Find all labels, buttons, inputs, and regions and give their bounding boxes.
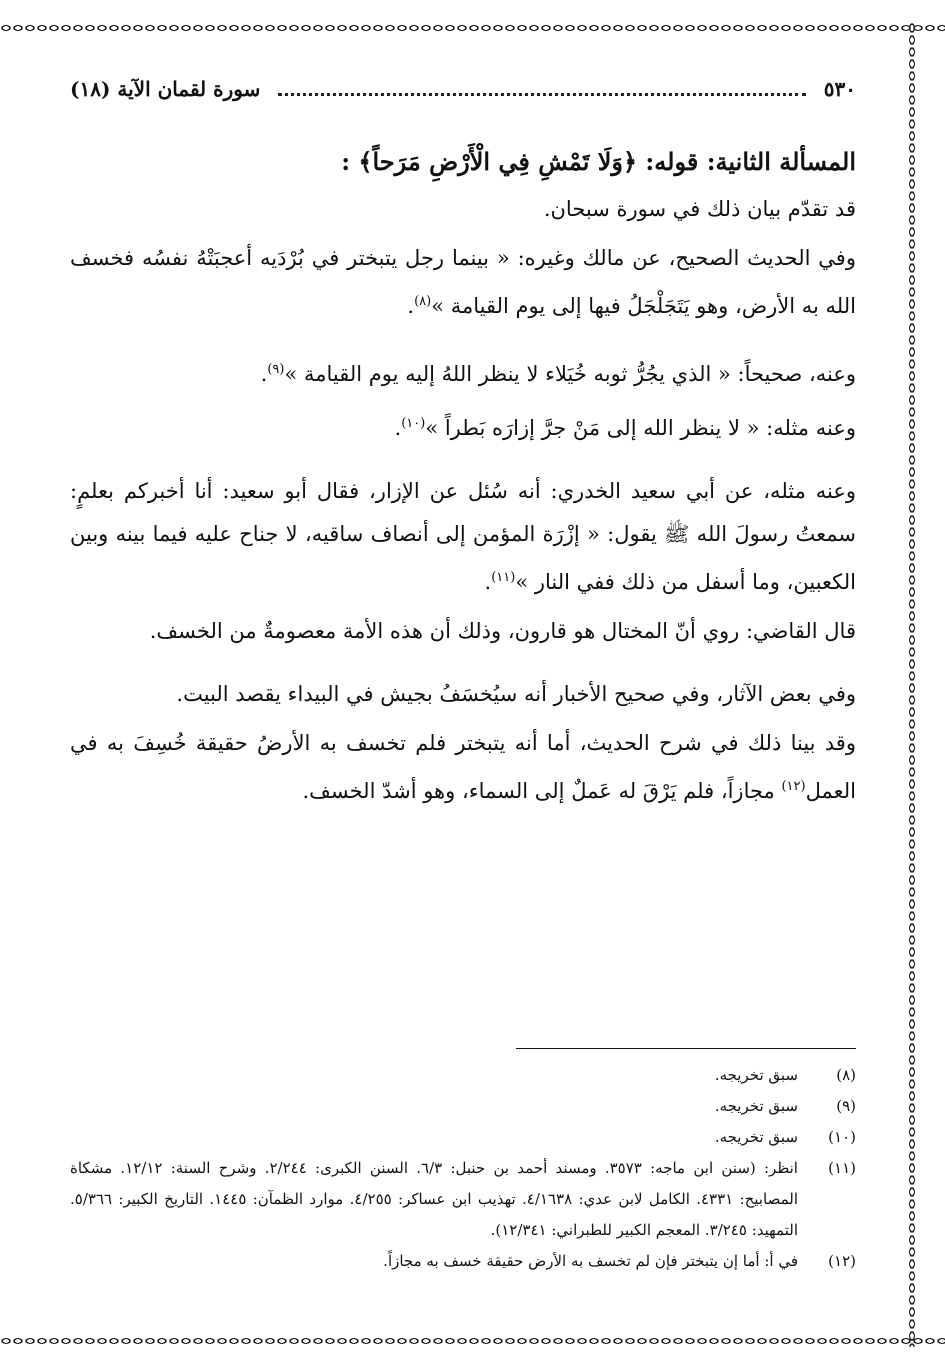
paragraph [70, 470, 856, 604]
paragraph [70, 673, 856, 716]
paragraph-text: مجازاً، فلم يَرْقَ له عَملٌ إلى السماء، وهو أشدّ الخسف. [302, 779, 782, 803]
chain-border-top [0, 22, 945, 34]
footnote [70, 1246, 856, 1277]
footnote-number: (١٠) [828, 1128, 856, 1146]
running-title: سورة لقمان الآية (١٨) [70, 77, 261, 101]
paragraph [70, 348, 856, 396]
footnote [70, 1122, 856, 1153]
paragraph-text: قال القاضي: روي أنّ المختال هو قارون، وذلك أن هذه الأمة معصومةٌ من الخسف. [149, 619, 856, 643]
footnote-text: سبق تخريجه. [714, 1066, 798, 1084]
footnote-number: (١٢) [828, 1252, 856, 1270]
page-number: ٥٣٠ [823, 77, 856, 101]
paragraph-text: . [260, 362, 268, 386]
paragraph-text: وعنه مثله، عن أبي سعيد الخدري: أنه سُئل عن الإزار، فقال أبو سعيد: أنا أخبركم بعلمٍ: سمعتُ رسولَ الله ﷺ يقول: « إزْرَة المؤمن إلى أنصاف ساقيه، لا جناح عليه فيما بينه وبين الكعبين، وما أسفل من ذلك ففي النار » [70, 479, 856, 594]
footnote-number: (١١) [828, 1159, 856, 1177]
footnote-separator [516, 1048, 856, 1049]
footnote-number: (٨) [836, 1066, 856, 1084]
paragraph-text: وفي بعض الآثار، وفي صحيح الأخبار أنه سيُخسَفُ بجيش في البيداء يقصد البيت. [176, 682, 856, 706]
paragraph-text: قد تقدّم بيان ذلك في سورة سبحان. [543, 197, 856, 221]
chain-border-bottom [0, 1335, 945, 1347]
footnote-ref: (١١) [491, 570, 516, 585]
paragraph-text: . [394, 416, 402, 440]
paragraph-text: وعنه مثله: « لا ينظر الله إلى مَنْ جرَّ إزارَه بَطراً » [425, 416, 856, 440]
running-header [70, 70, 856, 108]
paragraph-text: . [407, 294, 415, 318]
paragraph [70, 188, 856, 231]
footnotes [70, 1060, 856, 1277]
chain-border-right [906, 22, 918, 1347]
footnote-ref: (٩) [267, 362, 285, 377]
header-leader-dots [278, 83, 805, 96]
paragraph-text: وفي الحديث الصحيح، عن مالك وغيره: « بينما رجل يتبختر في بُرْدَيه أعجبَتْهُ نفسُه فخسف الله به الأرض، وهو يَتَجَلْجَلُ فيها إلى يوم القيامة » [70, 246, 856, 318]
footnote-ref: (١٢) [781, 779, 806, 794]
paragraph-text: . [484, 570, 492, 594]
footnote [70, 1060, 856, 1091]
paragraph [70, 402, 856, 450]
paragraph-text: وقد بينا ذلك في شرح الحديث، أما أنه يتبختر فلم تخسف به الأرضُ حقيقة خُسِفَ به في العمل [70, 731, 856, 803]
paragraph [70, 722, 856, 813]
footnote-text: في أ: أما إن يتبختر فإن لم تخسف به الأرض حقيقة خسف به مجازاً. [383, 1252, 798, 1270]
paragraph [70, 610, 856, 653]
footnote [70, 1091, 856, 1122]
paragraph-text: وعنه، صحيحاً: « الذي يجُرُّ ثوبه خُيَلاء لا ينظر اللهُ إليه يوم القيامة » [284, 362, 856, 386]
page-content [70, 70, 856, 1270]
footnote-text: انظر: (سنن ابن ماجه: ٣٥٧٣. ومسند أحمد بن حنبل: ٦/٣. السنن الكبرى: ٢/٢٤٤. وشرح السنة: ١٢/١٢. مشكاة المصابيح: ٤٣٣١. الكامل لابن عدي: ٤/١٦٣٨. تهذيب ابن عساكر: ٤/٢٥٥. موارد الظمآن: ١٤٤٥. التاريخ الكبير: ٥/٣٦٦. التمهيد: ٣/٢٤٥. المعجم الكبير للطبراني: ١٢/٣٤١). [70, 1159, 798, 1239]
footnote-text: سبق تخريجه. [714, 1128, 798, 1146]
footnote [70, 1153, 856, 1246]
footnote-ref: (٨) [414, 294, 432, 309]
paragraph [70, 237, 856, 328]
footnote-ref: (١٠) [401, 416, 426, 431]
section-title: المسألة الثانية: قوله: ﴿وَلَا تَمْشِ فِي الْأَرْضِ مَرَحاً﴾ : [341, 147, 856, 176]
footnote-text: سبق تخريجه. [714, 1097, 798, 1115]
footnote-number: (٩) [836, 1097, 856, 1115]
